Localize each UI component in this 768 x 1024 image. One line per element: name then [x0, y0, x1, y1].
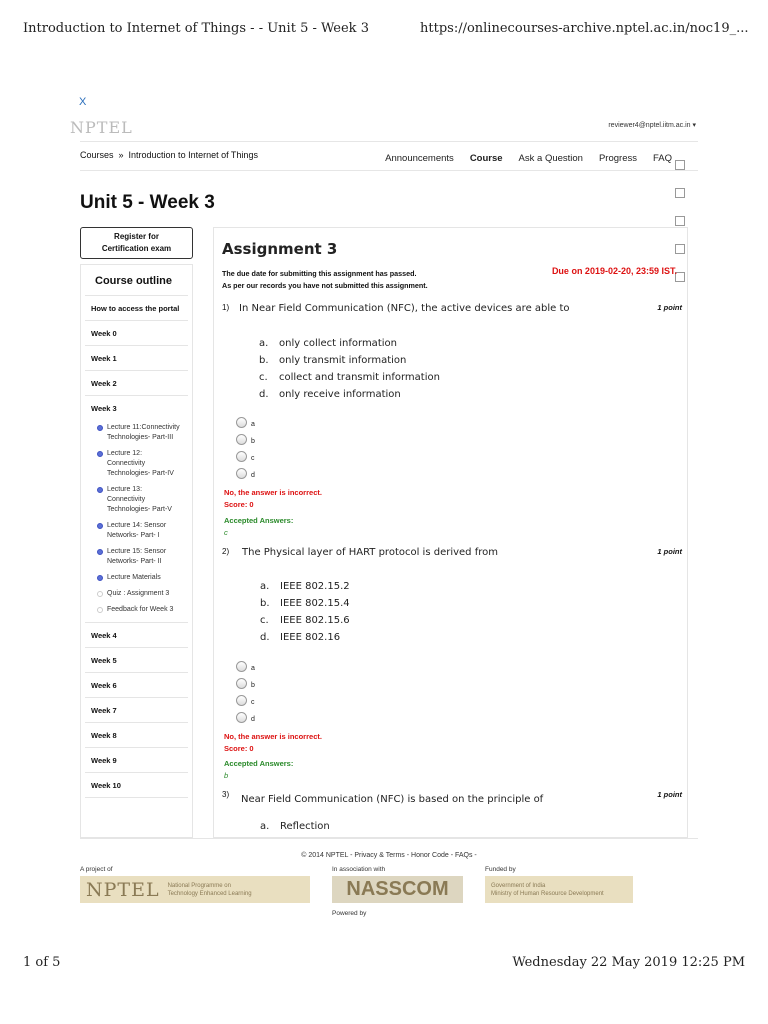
sidebar-subitem[interactable]	[85, 544, 188, 570]
feedback-text: No, the answer is incorrect.	[224, 488, 322, 497]
accepted-answers	[224, 515, 293, 539]
subitem-label: Lecture 13: Connectivity Technologies- Part-V	[107, 486, 172, 513]
question-options	[260, 578, 350, 646]
print-header	[23, 21, 749, 39]
score-text: Score: 0	[224, 500, 254, 509]
partner-nasscom	[332, 866, 463, 903]
partner-nptel	[80, 866, 310, 903]
radio-label: b	[251, 438, 255, 445]
logo-text: NPTEL	[86, 878, 160, 901]
option-line: d. IEEE 802.16	[260, 632, 341, 643]
print-datetime: Wednesday 22 May 2019 12:25 PM	[512, 955, 745, 970]
radio-label: a	[251, 665, 255, 672]
completed-dot-icon	[97, 451, 103, 457]
print-header-url: https://onlinecourses-archive.nptel.ac.in/noc19_...	[420, 21, 749, 36]
radio-option[interactable]	[236, 709, 255, 726]
radio-label: a	[251, 421, 255, 428]
completed-dot-icon	[97, 487, 103, 493]
course-outline-sidebar	[80, 264, 193, 838]
sidebar-week3-group	[85, 396, 188, 623]
breadcrumb	[80, 150, 258, 160]
question-options	[260, 818, 330, 835]
answer-radios	[236, 658, 255, 726]
sidebar-item-week4[interactable]: Week 4	[85, 623, 188, 648]
sidebar-item-week2[interactable]: Week 2	[85, 371, 188, 396]
sidebar-item-week8[interactable]: Week 8	[85, 723, 188, 748]
breadcrumb-courses[interactable]: Courses	[80, 150, 114, 160]
print-footer	[23, 955, 745, 973]
question-options	[259, 335, 440, 403]
top-navigation	[80, 141, 698, 171]
completed-dot-icon	[97, 425, 103, 431]
nptel-logo[interactable]: NPTEL	[70, 118, 133, 137]
accepted-value: b	[224, 771, 229, 780]
sidebar-subitem[interactable]	[85, 586, 188, 602]
radio-button[interactable]	[236, 417, 247, 428]
breadcrumb-separator: »	[118, 150, 124, 160]
sidebar-item-week7[interactable]: Week 7	[85, 698, 188, 723]
completed-dot-icon	[97, 575, 103, 581]
register-line1: Register for	[114, 232, 159, 241]
note-line: The due date for submitting this assignment has passed.	[222, 269, 417, 278]
question-points: 1 point	[657, 303, 682, 312]
question-text: The Physical layer of HART protocol is derived from	[242, 547, 498, 558]
breadcrumb-course[interactable]: Introduction to Internet of Things	[128, 150, 258, 160]
option-line: c. IEEE 802.15.6	[260, 615, 350, 626]
radio-option[interactable]	[236, 465, 255, 482]
sidebar-item-week5[interactable]: Week 5	[85, 648, 188, 673]
radio-button[interactable]	[236, 695, 247, 706]
sidebar-subitem[interactable]	[85, 482, 188, 518]
answer-radios	[236, 414, 255, 482]
radio-label: d	[251, 716, 255, 723]
question-number: 3)	[222, 790, 230, 799]
option-line: d. only receive information	[259, 389, 401, 400]
question-points: 1 point	[657, 547, 682, 556]
radio-option[interactable]	[236, 675, 255, 692]
nav-ask-question[interactable]: Ask a Question	[518, 153, 583, 164]
nptel-footer-logo[interactable]	[80, 876, 310, 903]
image-placeholder-icon[interactable]	[675, 216, 685, 226]
partner-moe	[485, 866, 633, 903]
subitem-label: Quiz : Assignment 3	[107, 590, 170, 597]
sidebar-item-week3[interactable]: Week 3	[91, 404, 117, 413]
radio-label: d	[251, 472, 255, 479]
pending-dot-icon	[97, 591, 103, 597]
sidebar-item-week10[interactable]: Week 10	[85, 773, 188, 798]
option-line: a. IEEE 802.15.2	[260, 581, 350, 592]
subitem-label: Lecture Materials	[107, 574, 161, 581]
sidebar-title: Course outline	[85, 265, 188, 296]
sidebar-subitem[interactable]	[85, 602, 188, 618]
partner-label: In association with	[332, 866, 386, 873]
option-line: a. Reflection	[260, 821, 330, 832]
copyright[interactable]: © 2014 NPTEL - Privacy & Terms - Honor Code - FAQs -	[301, 852, 477, 859]
image-placeholder-icon[interactable]	[675, 188, 685, 198]
sidebar-subitem[interactable]	[85, 570, 188, 586]
sidebar-item-how-to[interactable]: How to access the portal	[85, 296, 188, 321]
subitem-label: Lecture 15: Sensor Networks- Part- II	[107, 548, 167, 565]
option-line: a. only collect information	[259, 338, 397, 349]
radio-button[interactable]	[236, 434, 247, 445]
radio-button[interactable]	[236, 661, 247, 672]
radio-option[interactable]	[236, 431, 255, 448]
radio-button[interactable]	[236, 451, 247, 462]
option-line: b. IEEE 802.15.4	[260, 598, 350, 609]
sidebar-item-week6[interactable]: Week 6	[85, 673, 188, 698]
nav-faq[interactable]: FAQ	[652, 153, 672, 164]
register-certification-button[interactable]	[80, 227, 193, 259]
page-footer	[80, 838, 698, 938]
subitem-label: Lecture 14: Sensor Networks- Part- I	[107, 522, 167, 539]
partner-label: Funded by	[485, 866, 516, 873]
radio-option[interactable]	[236, 448, 255, 465]
powered-by: Powered by	[332, 910, 367, 917]
radio-label: b	[251, 682, 255, 689]
user-menu[interactable]: reviewer4@nptel.iitm.ac.in ▾	[608, 122, 696, 129]
accepted-answers	[224, 758, 293, 782]
logo-subtext: National Programme on Technology Enhanced Learning	[167, 882, 252, 897]
completed-dot-icon	[97, 549, 103, 555]
radio-button[interactable]	[236, 712, 247, 723]
accepted-value: c	[224, 528, 228, 537]
option-line: c. collect and transmit information	[259, 372, 440, 383]
completed-dot-icon	[97, 523, 103, 529]
subitem-label: Lecture 12: Connectivity Technologies- Part-IV	[107, 450, 174, 477]
score-text: Score: 0	[224, 744, 254, 753]
radio-option[interactable]	[236, 692, 255, 709]
print-page-number: 1 of 5	[23, 955, 61, 970]
image-placeholder-icon[interactable]	[675, 160, 685, 170]
sidebar-item-week1[interactable]: Week 1	[85, 346, 188, 371]
feedback-text: No, the answer is incorrect.	[224, 732, 322, 741]
print-header-title: Introduction to Internet of Things - - Unit 5 - Week 3	[23, 21, 369, 36]
page-title: Unit 5 - Week 3	[80, 192, 215, 213]
option-line: b. only transmit information	[259, 355, 407, 366]
question-points: 1 point	[657, 790, 682, 799]
close-icon[interactable]: X	[79, 96, 87, 108]
answer-feedback	[224, 731, 322, 755]
question-number: 2)	[222, 547, 230, 556]
submission-note	[222, 268, 428, 292]
radio-label: c	[251, 455, 255, 462]
assignment-title: Assignment 3	[222, 240, 338, 258]
nasscom-logo[interactable]	[332, 876, 463, 903]
note-line: As per our records you have not submitted this assignment.	[222, 281, 428, 290]
radio-button[interactable]	[236, 468, 247, 479]
due-date: Due on 2019-02-20, 23:59 IST.	[551, 266, 677, 276]
subitem-label: Lecture 11:Connectivity Technologies- Part-III	[107, 424, 180, 441]
accepted-label: Accepted Answers:	[224, 516, 294, 525]
sidebar-item-week9[interactable]: Week 9	[85, 748, 188, 773]
answer-feedback	[224, 487, 322, 511]
nav-progress[interactable]: Progress	[598, 153, 637, 164]
sidebar-subitem[interactable]	[85, 518, 188, 544]
question-text: In Near Field Communication (NFC), the active devices are able to	[239, 303, 570, 314]
radio-option[interactable]	[236, 658, 255, 675]
pending-dot-icon	[97, 607, 103, 613]
subitem-label: Feedback for Week 3	[107, 606, 174, 613]
radio-label: c	[251, 699, 255, 706]
accepted-label: Accepted Answers:	[224, 759, 294, 768]
radio-button[interactable]	[236, 678, 247, 689]
logo-text: NASSCOM	[346, 878, 449, 900]
sidebar-item-week0[interactable]: Week 0	[85, 321, 188, 346]
partner-label: A project of	[80, 866, 113, 873]
nav-course[interactable]: Course	[469, 153, 503, 164]
sidebar-subitem[interactable]	[85, 420, 188, 446]
question-text: Near Field Communication (NFC) is based on the principle of	[241, 794, 544, 805]
assignment-panel	[213, 227, 688, 838]
register-line2: Certification exam	[101, 244, 172, 253]
nav-announcements[interactable]: Announcements	[385, 153, 454, 164]
nav-links	[369, 153, 672, 164]
mhrd-logo[interactable]: Government of India Ministry of Human Resource Development	[485, 876, 633, 903]
radio-option[interactable]	[236, 414, 255, 431]
sidebar-subitem[interactable]	[85, 446, 188, 482]
question-number: 1)	[222, 303, 230, 312]
